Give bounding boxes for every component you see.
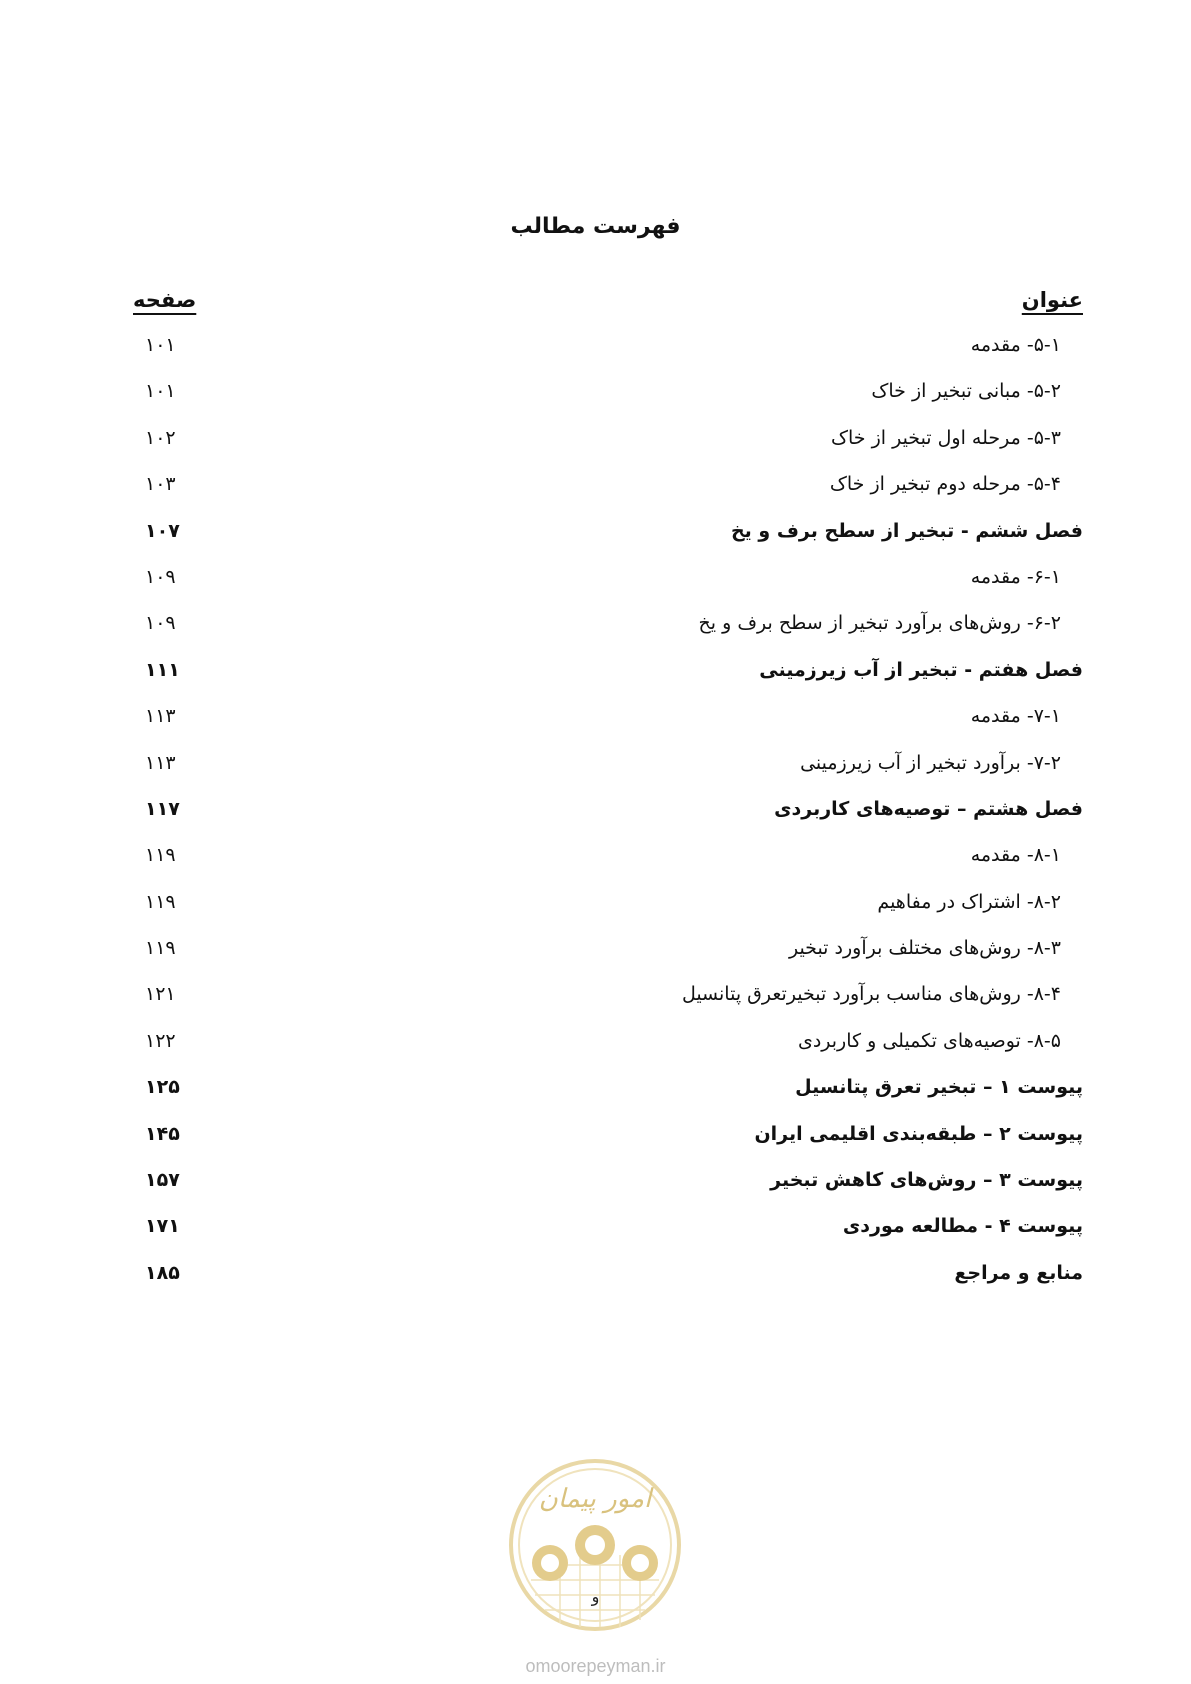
toc-entry-title: فصل هشتم – توصیه‌های کاربردی [774,797,1083,820]
toc-entry-page: ۱۱۳ [145,705,176,728]
toc-chapter-row [133,516,1083,562]
toc-section-row [133,562,1083,608]
toc-entry-page: ۱۰۳ [145,473,176,496]
toc-entry-page: ۱۲۱ [145,983,176,1006]
toc-entry-title: ۵-۴- مرحله دوم تبخیر از خاک [829,473,1061,496]
toc-entry-title: ۸-۲- اشتراک در مفاهیم [877,890,1061,913]
toc-entry-page: ۱۲۲ [145,1029,176,1052]
column-header-title: عنوان [1021,288,1083,312]
toc-entry-title: فصل ششم - تبخیر از سطح برف و یخ [730,519,1083,542]
toc-entry-title: ۷-۲- برآورد تبخیر از آب زیرزمینی [800,751,1061,774]
toc-section-row [133,701,1083,747]
toc-entry-page: ۱۰۱ [145,334,176,356]
toc-entry-title: ۵-۳- مرحله اول تبخیر از خاک [831,426,1061,449]
toc-section-row [133,979,1083,1025]
toc-section-row [133,933,1083,979]
footer-website: omoorepeyman.ir [525,1656,666,1676]
toc-entry-title: ۶-۱- مقدمه [970,565,1061,588]
toc-entry-title: منابع و مراجع [954,1261,1083,1284]
toc-entry-page: ۱۰۹ [145,612,176,635]
toc-section-row [133,423,1083,469]
page-number: و [591,1587,600,1606]
toc-section-row [133,887,1083,933]
toc-chapter-row [133,1119,1083,1165]
toc-chapter-row [133,1165,1083,1211]
toc-entry-page: ۱۰۲ [145,426,176,449]
toc-entry-page: ۱۱۹ [145,890,176,913]
toc-section-row [133,748,1083,794]
page-title: فهرست مطالب [510,214,681,239]
toc-chapter-row [133,655,1083,701]
toc-entry-page: ۱۵۷ [145,1169,180,1192]
toc-entry-title: پیوست ۴ - مطالعه موردی [842,1215,1083,1238]
toc-entry-title: پیوست ۲ – طبقه‌بندی اقلیمی ایران [754,1122,1083,1145]
toc-entry-title: ۷-۱- مقدمه [970,705,1061,728]
toc-entry-page: ۱۱۹ [145,937,176,960]
toc-section-row [133,608,1083,654]
toc-entry-page: ۱۰۱ [145,380,176,403]
toc-entry-page: ۱۰۹ [145,565,176,588]
toc-section-row [133,330,1083,376]
toc-entry-title: ۸-۵- توصیه‌های تکمیلی و کاربردی [797,1029,1061,1052]
toc-entry-page: ۱۱۹ [145,844,176,867]
toc-entry-title: ۶-۲- روش‌های برآورد تبخیر از سطح برف و یخ [698,612,1061,635]
toc-entry-page: ۱۰۷ [145,519,180,542]
toc-section-row [133,840,1083,886]
column-header-page: صفحه [133,288,197,312]
toc-section-row [133,376,1083,422]
toc-chapter-row [133,1258,1083,1304]
toc-entry-page: ۱۱۱ [145,658,180,681]
toc-section-row [133,469,1083,515]
toc-entry-page: ۱۷۱ [145,1215,180,1238]
toc-entry-title: ۵-۱- مقدمه [970,334,1061,356]
toc-chapter-row [133,1211,1083,1257]
seal-text: امور پیمان [538,1484,652,1514]
toc-entry-title: فصل هفتم - تبخیر از آب زیرزمینی [759,658,1083,681]
toc-entry-title: پیوست ۳ – روش‌های کاهش تبخیر [770,1169,1083,1192]
toc-entry-page: ۱۸۵ [145,1261,180,1284]
toc-entry-title: ۸-۴- روش‌های مناسب برآورد تبخیرتعرق پتانسیل [681,983,1061,1006]
toc-entry-page: ۱۲۵ [145,1076,180,1099]
toc-entry-page: ۱۱۷ [145,797,180,820]
publisher-seal-watermark [505,1455,685,1635]
toc-entry-title: ۸-۳- روش‌های مختلف برآورد تبخیر [788,937,1061,960]
toc-entry-page: ۱۱۳ [145,751,176,774]
toc-entry-title: ۸-۱- مقدمه [970,844,1061,867]
toc-chapter-row [133,794,1083,840]
toc-entry-page: ۱۴۵ [145,1122,180,1145]
toc-entry-title: ۵-۲- مبانی تبخیر از خاک [871,380,1061,403]
table-of-contents [133,330,1083,1304]
toc-chapter-row [133,1072,1083,1118]
toc-entry-title: پیوست ۱ – تبخیر تعرق پتانسیل [795,1076,1083,1099]
toc-section-row [133,1026,1083,1072]
